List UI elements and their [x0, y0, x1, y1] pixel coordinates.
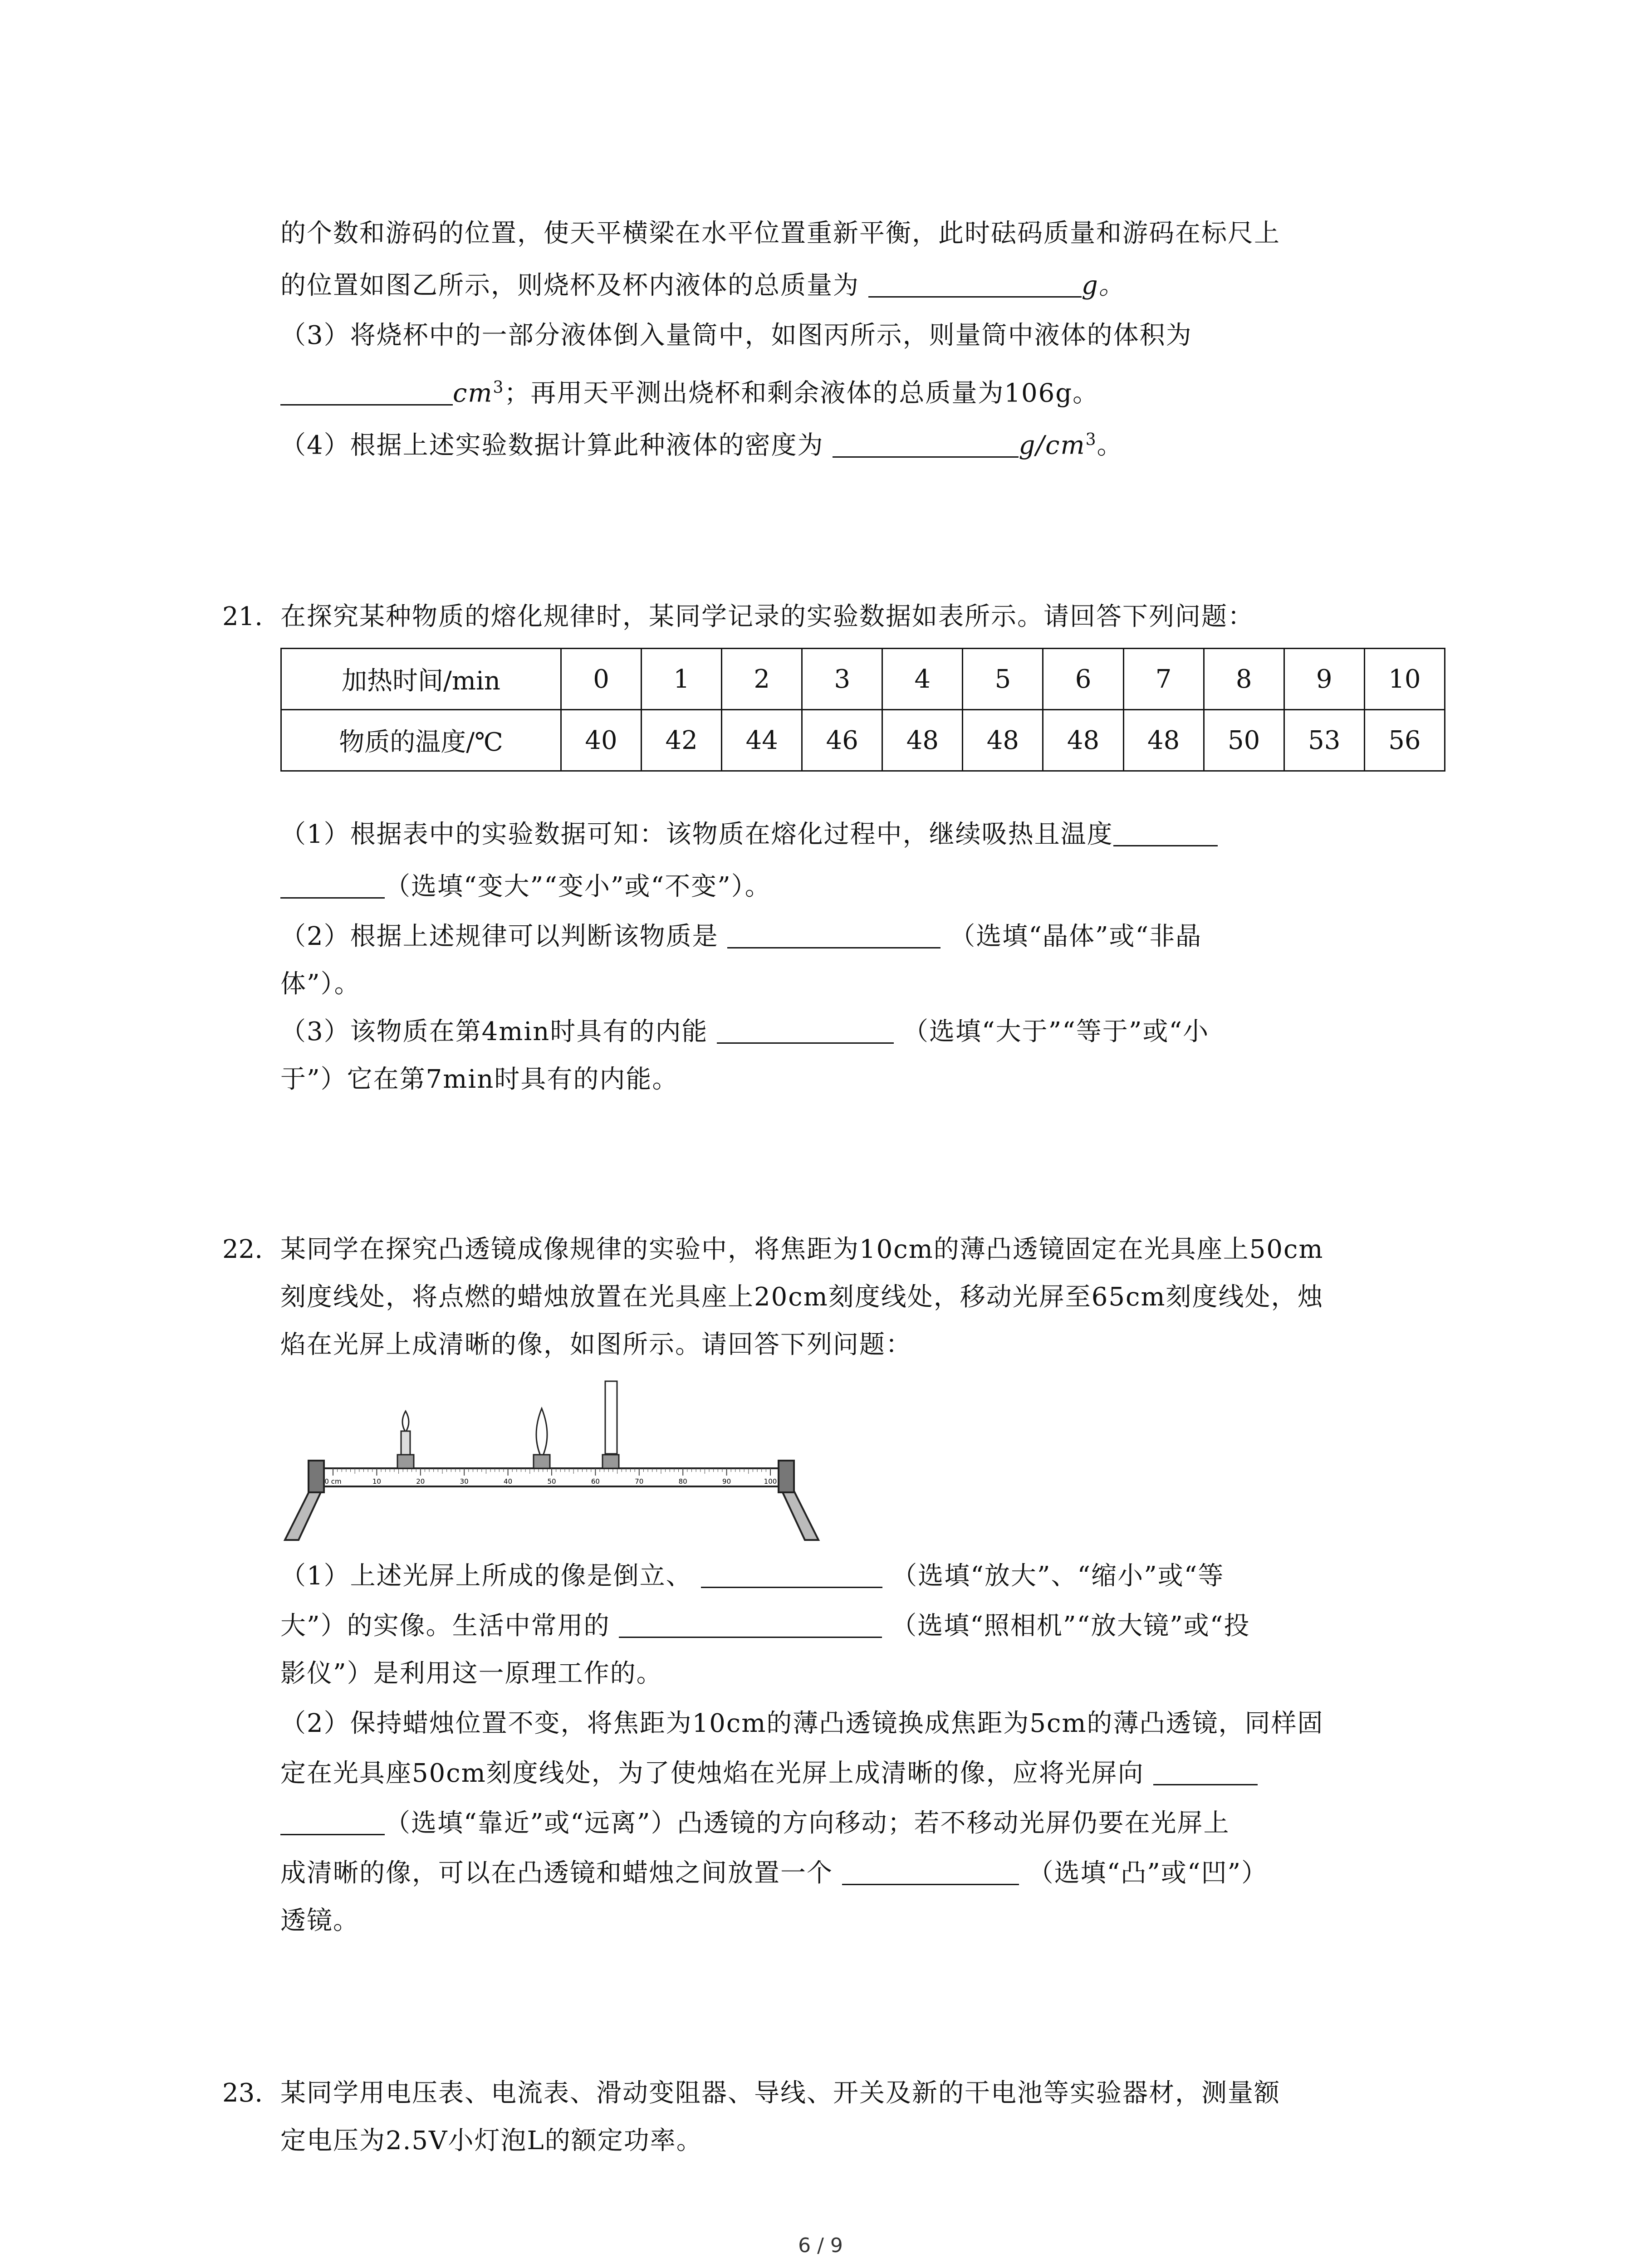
- table-cell: 3: [802, 649, 882, 710]
- table-cell: 7: [1123, 649, 1204, 710]
- candle-body: [401, 1431, 410, 1455]
- table-row: [281, 710, 1445, 771]
- unit-sup: 3: [1085, 430, 1097, 449]
- q22-p1-text2: 大”）的实像。生活中常用的: [280, 1611, 610, 1641]
- q22-p2-text2: 成清晰的像，可以在凸透镜和蜡烛之间放置一个: [280, 1858, 833, 1888]
- answer-blank[interactable]: [727, 920, 941, 948]
- table-cell: 48: [882, 710, 963, 771]
- q20-line3: （3）将烧杯中的一部分液体倒入量筒中，如图丙所示，则量筒中液体的体积为: [280, 321, 1192, 350]
- q22-p2-c: [280, 1805, 1230, 1842]
- q21-p3-a: [280, 1014, 1209, 1050]
- table-cell: 0: [561, 649, 642, 710]
- q22-p2-options2: （选填“凸”或“凹”）: [1028, 1858, 1268, 1888]
- table-cell: 2: [722, 649, 802, 710]
- lens-holder: [534, 1455, 550, 1468]
- candle-holder: [397, 1455, 414, 1468]
- scale-label: 50: [547, 1477, 556, 1486]
- q22-p1-c: [280, 1608, 1250, 1644]
- answer-blank[interactable]: [280, 377, 453, 406]
- left-leg: [285, 1486, 324, 1540]
- q20-line1: 的个数和游码的位置，使天平横梁在水平位置重新平衡，此时砝码质量和游码在标尺上: [280, 219, 1280, 248]
- screen-holder: [603, 1455, 619, 1468]
- table-cell: 8: [1204, 649, 1284, 710]
- q21-p3-c: 于”）它在第7min时具有的内能。: [280, 1065, 679, 1094]
- q22-p2-b: [280, 1755, 1258, 1792]
- q20-line2-text: 的位置如图乙所示，则烧杯及杯内液体的总质量为: [280, 271, 859, 300]
- q22-p2-d: [280, 1855, 1268, 1892]
- optical-bench-figure: [280, 1368, 825, 1558]
- table-cell: 4: [882, 649, 963, 710]
- table-cell: 5: [963, 649, 1043, 710]
- q21-p3-options: （选填“大于”“等于”或“小: [902, 1017, 1210, 1046]
- q23-number: 23.: [222, 2078, 263, 2108]
- q20-line5: [280, 422, 1123, 464]
- answer-blank[interactable]: [1113, 818, 1218, 846]
- q22-p1-e: 影仪”）是利用这一原理工作的。: [280, 1659, 663, 1688]
- q21-p1-a: [280, 816, 1218, 853]
- table-cell: 42: [642, 710, 722, 771]
- q21-p2-c: 体”）。: [280, 969, 361, 999]
- unit-gcm: g/cm: [1019, 430, 1086, 460]
- scale-label: 40: [504, 1477, 513, 1486]
- scale-label: 0 cm: [324, 1477, 342, 1486]
- table-cell: 56: [1364, 710, 1445, 771]
- table-row: [281, 649, 1445, 710]
- table-cell: 50: [1204, 710, 1284, 771]
- q22-p1-a: [280, 1558, 1224, 1594]
- answer-blank[interactable]: [1153, 1757, 1258, 1785]
- q22-number: 22.: [222, 1235, 263, 1264]
- table-cell: 53: [1284, 710, 1364, 771]
- q22-stem1: 某同学在探究凸透镜成像规律的实验中，将焦距为10cm的薄凸透镜固定在光具座上50cm: [280, 1235, 1324, 1264]
- answer-blank[interactable]: [833, 429, 1019, 458]
- q22-stem3: 焰在光屏上成清晰的像，如图所示。请回答下列问题：: [280, 1330, 912, 1359]
- q21-p1-options: （选填“变大”“变小”或“不变”）。: [385, 872, 771, 901]
- q20-line2: [280, 268, 1125, 304]
- melting-data-table: [280, 648, 1445, 772]
- answer-blank[interactable]: [717, 1015, 894, 1044]
- answer-blank[interactable]: [619, 1609, 882, 1638]
- answer-blank[interactable]: [280, 870, 385, 899]
- table-cell: 44: [722, 710, 802, 771]
- table-cell: 48: [1123, 710, 1204, 771]
- candle-flame: [402, 1411, 409, 1432]
- scale-label: 10: [372, 1477, 381, 1486]
- q20-line2-unit: g。: [1081, 271, 1125, 300]
- table-cell: 40: [561, 710, 642, 771]
- right-leg: [779, 1486, 818, 1540]
- table-cell: 9: [1284, 649, 1364, 710]
- q21-stem: 在探究某种物质的熔化规律时，某同学记录的实验数据如表所示。请回答下列问题：: [280, 602, 1254, 631]
- q22-p2-a: （2）保持蜡烛位置不变，将焦距为10cm的薄凸透镜换成焦距为5cm的薄凸透镜，同样固: [280, 1709, 1324, 1738]
- q21-p3-text: （3）该物质在第4min时具有的内能: [280, 1017, 708, 1046]
- q21-number: 21.: [222, 602, 263, 631]
- answer-blank[interactable]: [842, 1857, 1019, 1885]
- q22-p2-options: （选填“靠近”或“远离”）凸透镜的方向移动；若不移动光屏仍要在光屏上: [385, 1809, 1230, 1838]
- page-number: 6 / 9: [798, 2234, 843, 2257]
- lens-shape: [536, 1408, 547, 1458]
- q20-line4: [280, 370, 1099, 412]
- scale-label: 70: [635, 1477, 644, 1486]
- left-end-post: [309, 1461, 324, 1492]
- right-end-post: [779, 1461, 794, 1492]
- light-screen: [603, 1381, 619, 1468]
- scale-label: 90: [722, 1477, 731, 1486]
- q20-line5-text: （4）根据上述实验数据计算此种液体的密度为: [280, 430, 824, 460]
- screen-panel: [605, 1381, 617, 1454]
- answer-blank[interactable]: [868, 269, 1082, 298]
- scale-label: 80: [678, 1477, 687, 1486]
- table-cell: 48: [1043, 710, 1123, 771]
- q21-p2-options: （选填“晶体”或“非晶: [950, 922, 1202, 951]
- q21-p1-text: （1）根据表中的实验数据可知：该物质在熔化过程中，继续吸热且温度: [280, 820, 1113, 849]
- table-header-temp: 物质的温度/℃: [281, 710, 561, 771]
- q22-stem2: 刻度线处，将点燃的蜡烛放置在光具座上20cm刻度线处，移动光屏至65cm刻度线处，烛: [280, 1282, 1324, 1312]
- scale-label: 100: [764, 1477, 777, 1486]
- q21-p2-text: （2）根据上述规律可以判断该物质是: [280, 922, 719, 951]
- table-cell: 46: [802, 710, 882, 771]
- q23-line2: 定电压为2.5V小灯泡L的额定功率。: [280, 2126, 703, 2156]
- q21-p2-a: [280, 919, 1202, 955]
- scale-label: 30: [460, 1477, 469, 1486]
- unit-sup: 3: [493, 378, 505, 397]
- convex-lens: [534, 1408, 550, 1468]
- q21-p1-b: [280, 869, 771, 905]
- q22-p1-options: （选填“放大”、“缩小”或“等: [892, 1561, 1225, 1591]
- scale-label: 20: [416, 1477, 425, 1486]
- candle: [397, 1411, 414, 1468]
- q23-line1: 某同学用电压表、电流表、滑动变阻器、导线、开关及新的干电池等实验器材，测量额: [280, 2078, 1280, 2108]
- table-cell: 1: [642, 649, 722, 710]
- scale-label: 60: [591, 1477, 600, 1486]
- q22-p1-options2: （选填“照相机”“放大镜”或“投: [891, 1611, 1250, 1641]
- table-header-time: 加热时间/min: [281, 649, 561, 710]
- q22-p2-text: 定在光具座50cm刻度线处，为了使烛焰在光屏上成清晰的像，应将光屏向: [280, 1759, 1144, 1788]
- table-cell: 48: [963, 710, 1043, 771]
- answer-blank[interactable]: [280, 1807, 385, 1835]
- unit-cm: cm: [453, 378, 493, 408]
- table-cell: 10: [1364, 649, 1445, 710]
- q22-p1-text: （1）上述光屏上所成的像是倒立、: [280, 1561, 692, 1591]
- q20-line5-end: 。: [1097, 430, 1123, 460]
- answer-blank[interactable]: [701, 1559, 882, 1588]
- q20-line4-text: ；再用天平测出烧杯和剩余液体的总质量为106g。: [504, 378, 1099, 408]
- table-cell: 6: [1043, 649, 1123, 710]
- q22-p2-f: 透镜。: [280, 1906, 359, 1936]
